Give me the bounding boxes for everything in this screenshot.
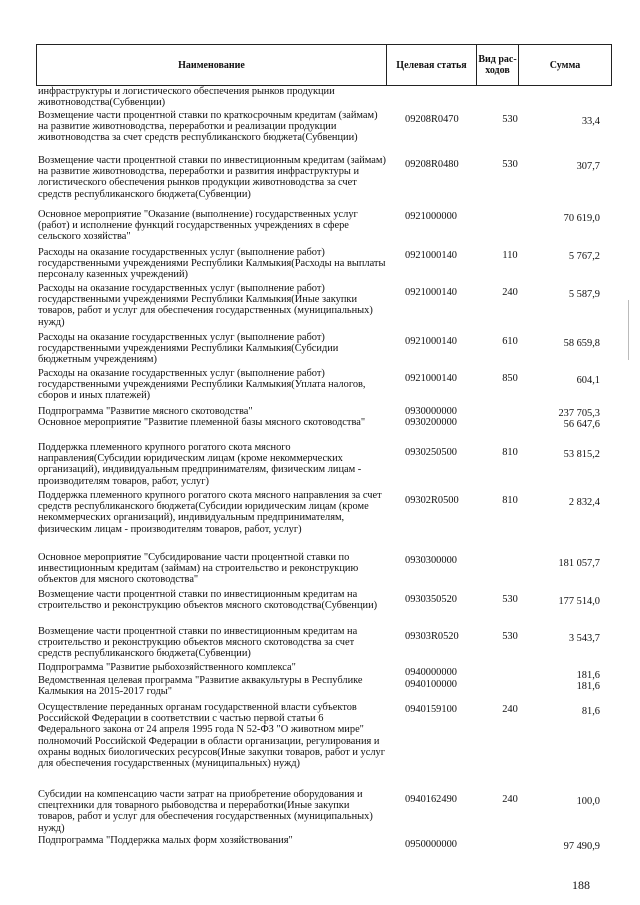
header-vid: Вид рас-ходов [477, 45, 519, 85]
row-vid: 530 [502, 159, 518, 170]
row-name: Поддержка племенного крупного рогатого скота мясного направления за счет средств республиканского бюджета(Субсидии юридическим лицам (кроме некоммерческих организаций), индивидуальным предпринимателям, физическим лицам - производителям товаров, работ, услуг) [38, 490, 382, 535]
row-target: 0940100000 [405, 679, 457, 690]
row-sum: 81,6 [581, 706, 600, 717]
row-target: 0940000000 [405, 667, 457, 678]
row-sum: 307,7 [576, 161, 600, 172]
row-name: Расходы на оказание государственных услуг (выполнение работ) государственными учреждениями Республики Калмыкия(Субсидии бюджетным учреждениям) [38, 332, 339, 366]
row-vid: 810 [502, 495, 518, 506]
row-target: 0921000140 [405, 287, 457, 298]
header-name: Наименование [37, 45, 387, 85]
row-sum: 56 647,6 [563, 419, 600, 430]
row-target: 0930000000 [405, 406, 457, 417]
row-sum: 181 057,7 [558, 558, 600, 569]
row-name: Основное мероприятие "Оказание (выполнение) государственных услуг (работ) и исполнение функций государственных учреждениях в сфере сельского хозяйства" [38, 209, 358, 243]
row-vid: 110 [502, 250, 518, 261]
row-vid: 530 [502, 631, 518, 642]
row-name: Подпрограмма "Развитие мясного скотоводства" [38, 406, 253, 417]
row-sum: 53 815,2 [563, 449, 600, 460]
row-name: Основное мероприятие "Субсидирование части процентной ставки по инвестиционным кредитам (займам) на строительство и реконструкцию объектов для мясного скотоводства" [38, 552, 359, 586]
row-target: 09303R0520 [405, 631, 459, 642]
row-sum: 181,6 [576, 681, 600, 692]
row-target: 0950000000 [405, 839, 457, 850]
row-vid: 810 [502, 447, 518, 458]
row-name: Возмещение части процентной ставки по инвестиционным кредитам (займам) на развитие животноводства, переработки и развития инфраструктуры и логистического обеспечения рынков продукции животноводства за счет средств республиканского бюджета(Субвенции) [38, 155, 386, 200]
row-sum: 3 543,7 [568, 633, 600, 644]
row-sum: 604,1 [576, 375, 600, 386]
row-target: 0940162490 [405, 794, 457, 805]
row-sum: 70 619,0 [563, 213, 600, 224]
row-target: 0940159100 [405, 704, 457, 715]
scan-edge-mark [628, 300, 629, 360]
row-vid: 850 [502, 373, 518, 384]
page-number: 188 [572, 878, 590, 892]
row-name: Осуществление переданных органам государственной власти субъектов Российской Федерации в соответствии с частью первой статьи 6 Федерального закона от 24 апреля 1995 года N 52-ФЗ "О животном мире" полномочий Российской Федерации в области организации, регулирования и охраны водных биологических ресурсов(Иные закупки товаров, работ и услуг для обеспечения государственных (муниципальных) нужд) [38, 702, 385, 770]
row-name: Подпрограмма "Развитие рыбохозяйственного комплекса" [38, 662, 296, 673]
row-name: Расходы на оказание государственных услуг (выполнение работ) государственными учреждениями Республики Калмыкия(Иные закупки товаров, работ и услуг для обеспечения государственных (муниципальных) нужд) [38, 283, 373, 328]
row-name: Возмещение части процентной ставки по инвестиционным кредитам на строительство и реконструкцию объектов мясного скотоводства(Субвенции) [38, 589, 378, 612]
row-sum: 177 514,0 [558, 596, 600, 607]
row-target: 09208R0470 [405, 114, 459, 125]
row-vid: 240 [502, 287, 518, 298]
header-sum: Сумма [549, 59, 581, 71]
row-sum: 5 587,9 [568, 289, 600, 300]
row-name: Возмещение части процентной ставки по инвестиционным кредитам на строительство и реконструкцию объектов мясного скотоводства за счет средств республиканского бюджета(Субвенции) [38, 626, 358, 660]
row-vid: 610 [502, 336, 518, 347]
row-target: 0930300000 [405, 555, 457, 566]
row-name: Подпрограмма "Поддержка малых форм хозяйствования" [38, 835, 293, 846]
row-vid: 240 [502, 704, 518, 715]
row-sum: 100,0 [576, 796, 600, 807]
row-target: 0921000140 [405, 336, 457, 347]
row-vid: 530 [502, 114, 518, 125]
row-sum: 181,6 [576, 670, 600, 681]
row-target: 0921000140 [405, 373, 457, 384]
row-name: Ведомственная целевая программа "Развитие аквакультуры в Республике Калмыкия на 2015-2017 годы" [38, 675, 363, 698]
row-target: 0930350520 [405, 594, 457, 605]
row-name: инфраструктуры и логистического обеспечения рынков продукции животноводства(Субвенции) [38, 86, 335, 109]
row-name: Расходы на оказание государственных услуг (выполнение работ) государственными учреждениями Республики Калмыкия(Расходы на выплаты персоналу казенных учреждений) [38, 247, 386, 281]
row-sum: 33,4 [581, 116, 600, 127]
row-target: 09302R0500 [405, 495, 459, 506]
row-target: 0930200000 [405, 417, 457, 428]
row-target: 09208R0480 [405, 159, 459, 170]
row-target: 0921000140 [405, 250, 457, 261]
row-sum: 5 767,2 [568, 251, 600, 262]
row-name: Расходы на оказание государственных услуг (выполнение работ) государственными учреждениями Республики Калмыкия(Уплата налогов, сборов и иных платежей) [38, 368, 366, 402]
row-vid: 530 [502, 594, 518, 605]
row-sum: 237 705,3 [558, 408, 600, 419]
header-target: Целевая статья [387, 45, 477, 85]
row-target: 0930250500 [405, 447, 457, 458]
row-vid: 240 [502, 794, 518, 805]
row-name: Субсидии на компенсацию части затрат на приобретение оборудования и спецтехники для товарного рыбоводства и переработки(Иные закупки товаров, работ и услуг для обеспечения государственных (муниципальных) нужд) [38, 789, 373, 834]
row-sum: 97 490,9 [563, 841, 600, 852]
row-sum: 58 659,8 [563, 338, 600, 349]
row-name: Основное мероприятие "Развитие племенной базы мясного скотоводства" [38, 417, 366, 428]
row-sum: 2 832,4 [568, 497, 600, 508]
row-name: Возмещение части процентной ставки по краткосрочным кредитам (займам) на развитие животноводства, переработки и реализации продукции животноводства за счет средств республиканского бюджета(Субвенции) [38, 110, 378, 144]
row-target: 0921000000 [405, 211, 457, 222]
row-name: Поддержка племенного крупного рогатого скота мясного направления(Субсидии юридическим лицам (кроме некоммерческих организаций), индивидуальным предпринимателям, физическим лицам - производителям товаров, работ, услуг) [38, 442, 362, 487]
